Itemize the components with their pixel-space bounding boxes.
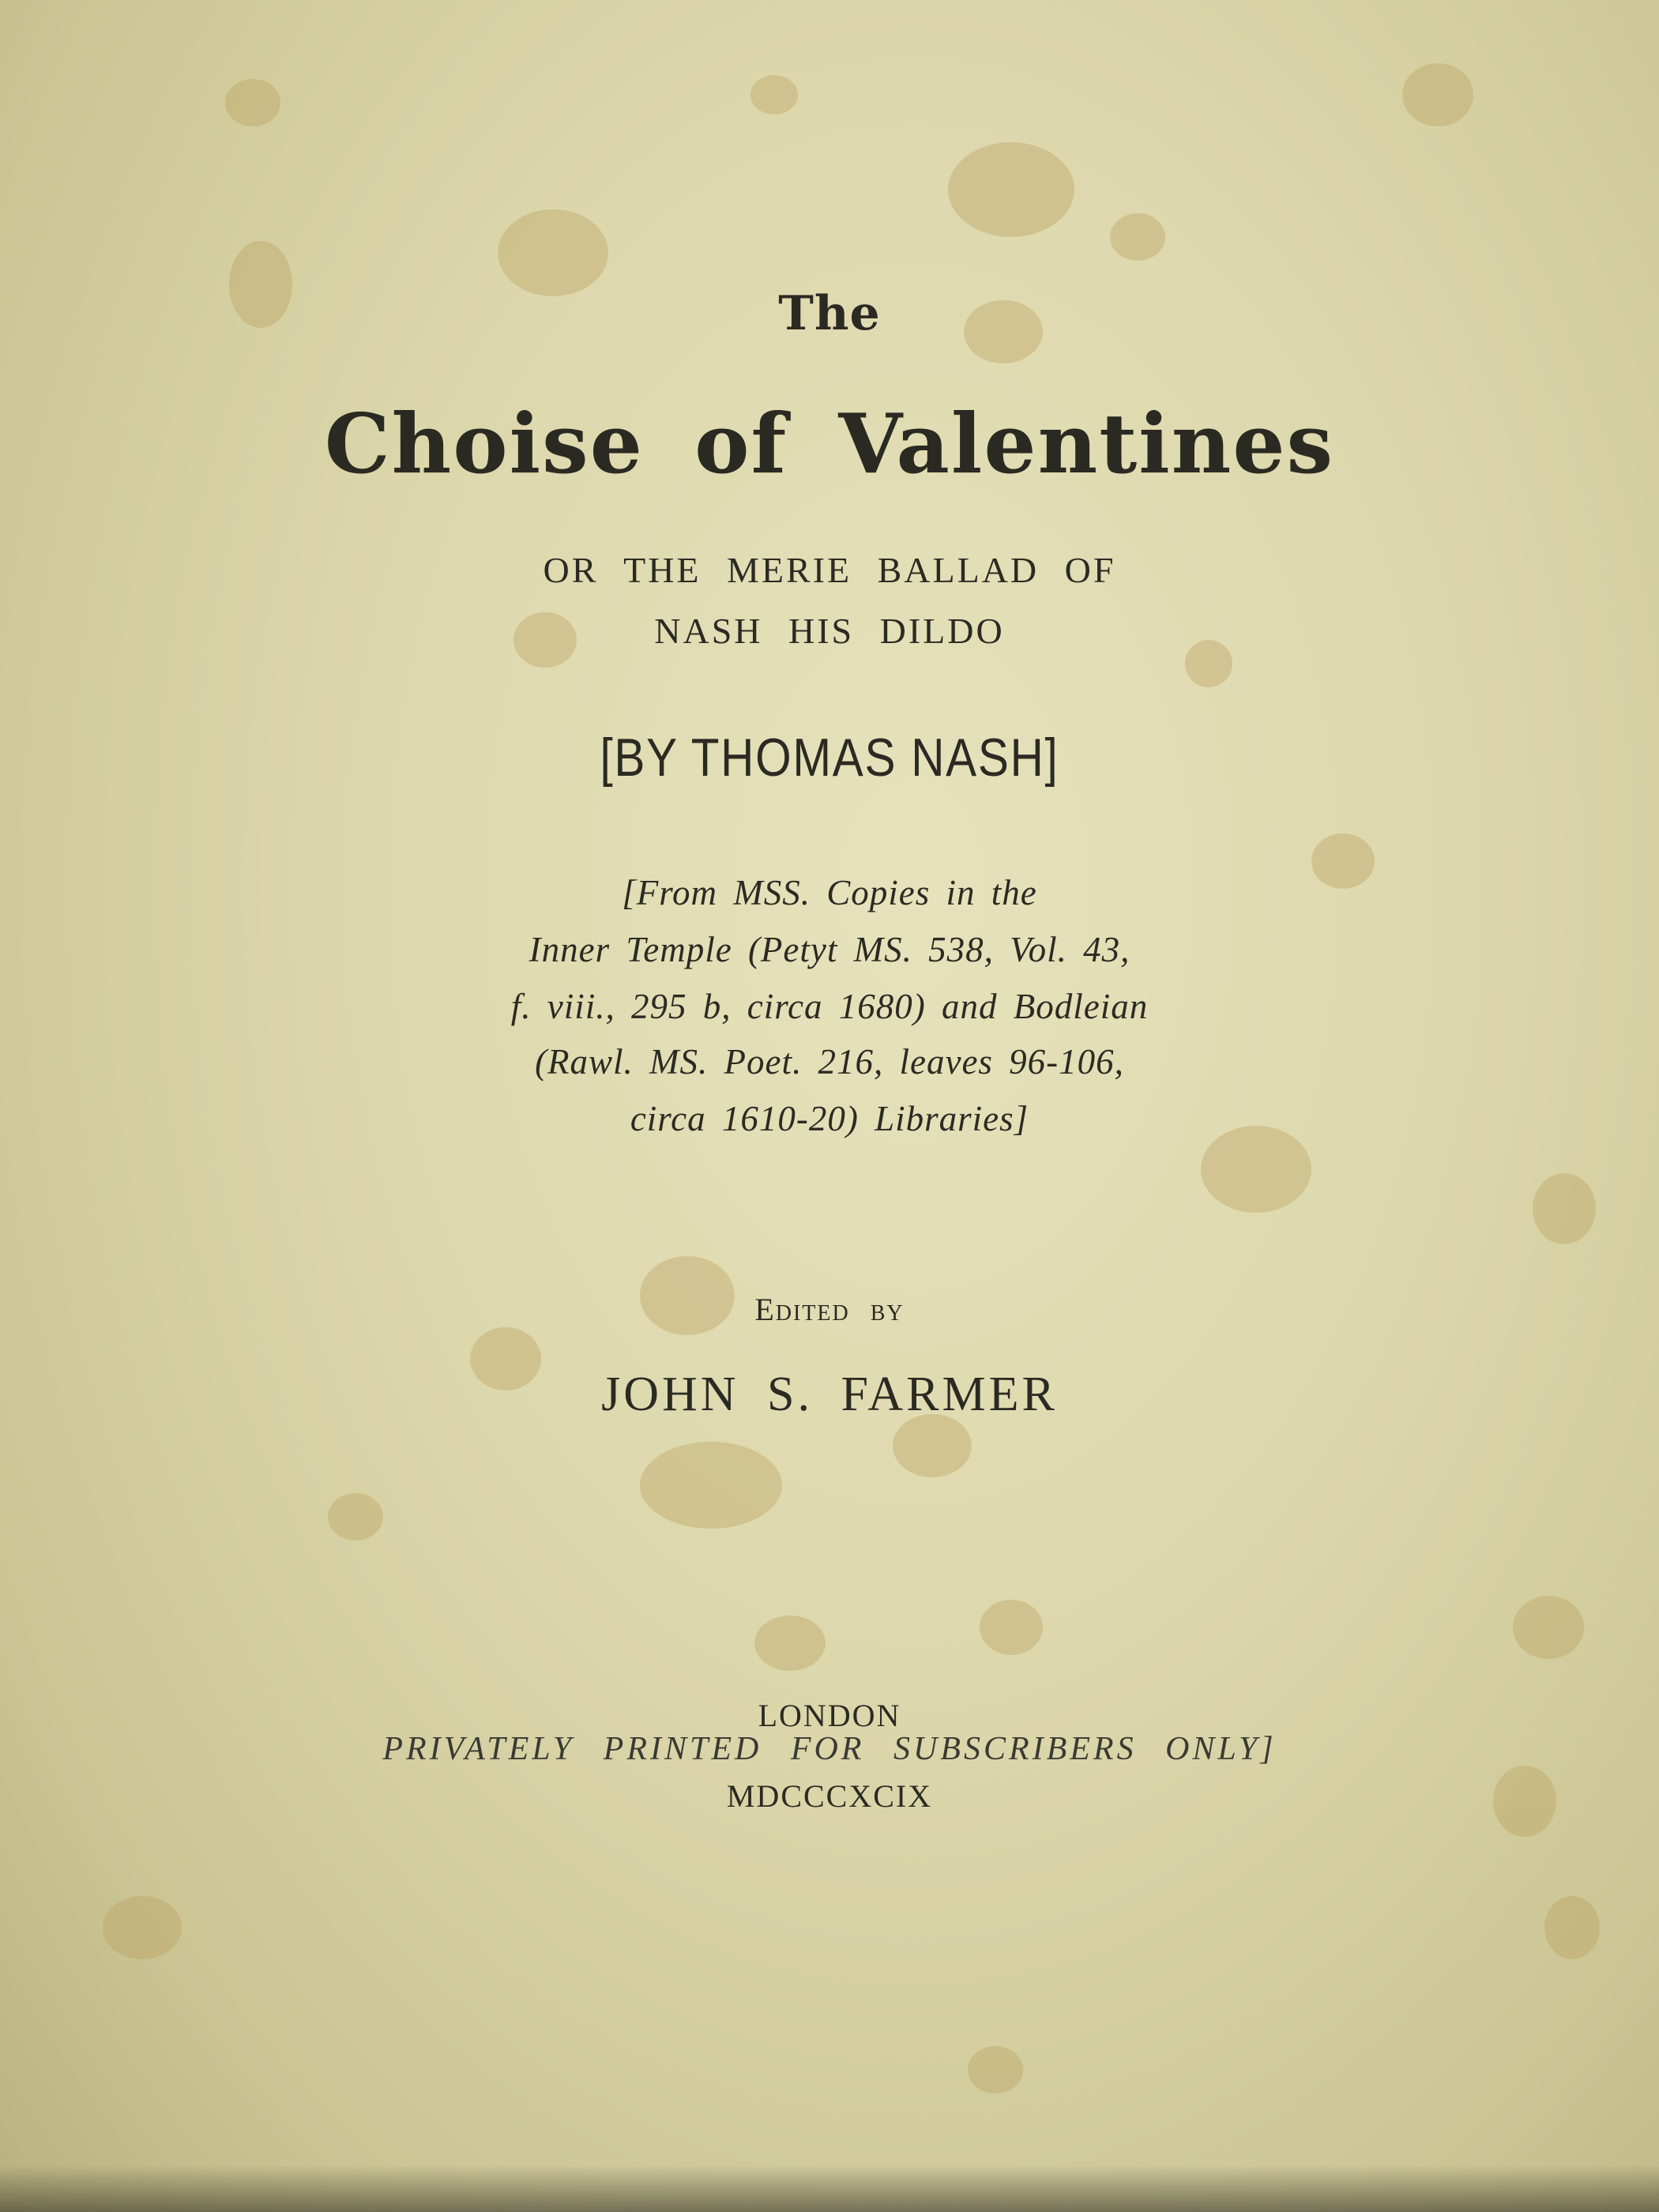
imprint-note: PRIVATELY PRINTED FOR SUBSCRIBERS ONLY] [382,1731,1277,1767]
source-note-line: circa 1610-20) Libraries] [630,1099,1029,1138]
page-bottom-shadow [0,2165,1659,2212]
source-note-line: [From MSS. Copies in the [622,873,1037,912]
source-note-line: f. viii., 295 b, circa 1680) and Bodleian [510,987,1149,1026]
edited-by-label: Edited by [754,1292,905,1327]
title-article: The [778,286,881,341]
imprint-place: LONDON [758,1698,901,1733]
imprint-date: MDCCCXCIX [726,1778,933,1814]
subtitle-line-1: OR THE MERIE BALLAD OF [543,550,1116,590]
subtitle-line-2: NASH HIS DILDO [654,611,1005,651]
source-note-line: (Rawl. MS. Poet. 216, leaves 96-106, [535,1042,1124,1082]
author-line: [BY THOMAS NASH] [600,728,1059,788]
source-note-line: Inner Temple (Petyt MS. 538, Vol. 43, [529,930,1130,969]
editor-name: JOHN S. FARMER [601,1367,1058,1421]
book-title: Choise of Valentines [324,395,1335,492]
